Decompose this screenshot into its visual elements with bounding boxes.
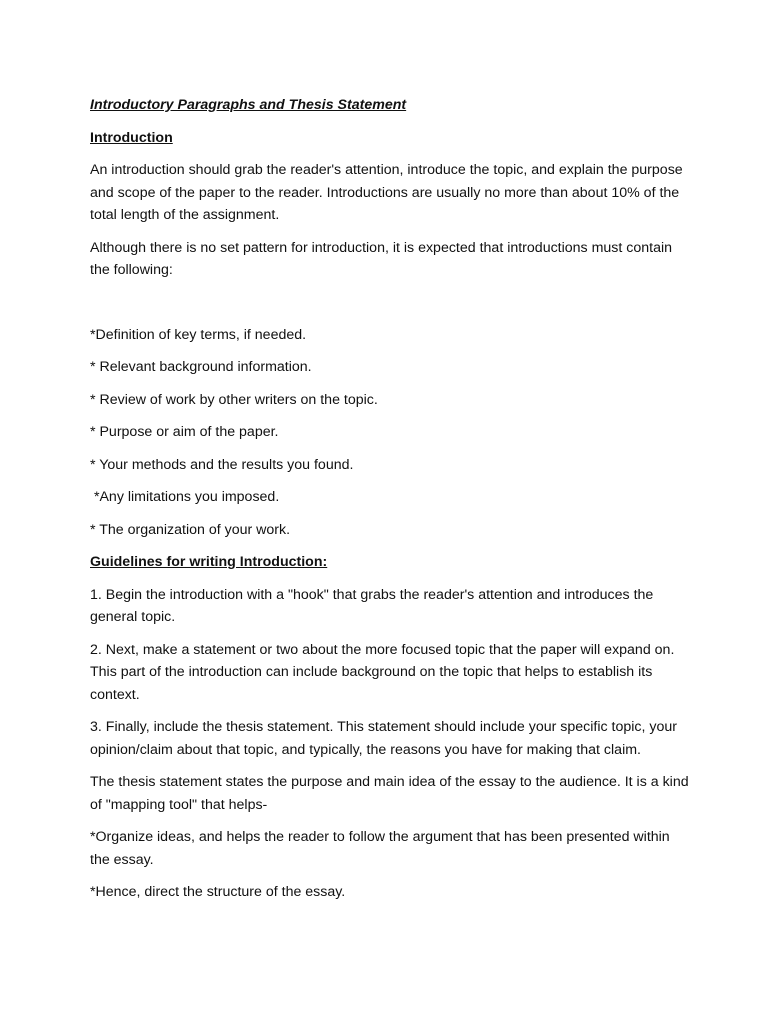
list-item: * Purpose or aim of the paper. [90,424,279,440]
introduction-heading: Introduction [90,129,173,146]
guidelines-heading: Guidelines for writing Introduction: [90,554,328,570]
guideline-item: 1. Begin the introduction with a "hook" that grabs the reader's attention and introduces the general topic. [90,586,654,625]
guideline-item: 3. Finally, include the thesis statement. This statement should include your specific topic, your opinion/claim about that topic, and typically, the reasons you have for making that claim. [90,719,677,758]
list-item: * Your methods and the results you found. [90,456,354,473]
guideline-item: 2. Next, make a statement or two about the more focused topic that the paper will expand on. This part of the introduction can include background on the topic that helps to establish its context. [90,641,675,703]
list-item: * Relevant background information. [90,359,312,375]
list-item: *Any limitations you imposed. [90,489,280,505]
document-title: Introductory Paragraphs and Thesis Statement [90,97,407,113]
thesis-point: *Hence, direct the structure of the essay. [90,884,346,900]
list-item: * Review of work by other writers on the topic. [90,391,378,408]
thesis-point: *Organize ideas, and helps the reader to follow the argument that has been presented within the essay. [90,829,670,868]
blank-line [90,292,690,324]
thesis-paragraph: The thesis statement states the purpose and main idea of the essay to the audience. It is a kind of "mapping tool" that helps- [90,774,689,813]
list-item: *Definition of key terms, if needed. [90,326,307,343]
intro-paragraph: An introduction should grab the reader's attention, introduce the topic, and explain the purpose and scope of the paper to the reader. Introductions are usually no more than about 10% of the total length of the assignment. [90,162,683,223]
list-item: * The organization of your work. [90,521,291,538]
document-page [90,94,690,914]
intro-paragraph: Although there is no set pattern for introduction, it is expected that introductions must contain the following: [90,239,673,278]
